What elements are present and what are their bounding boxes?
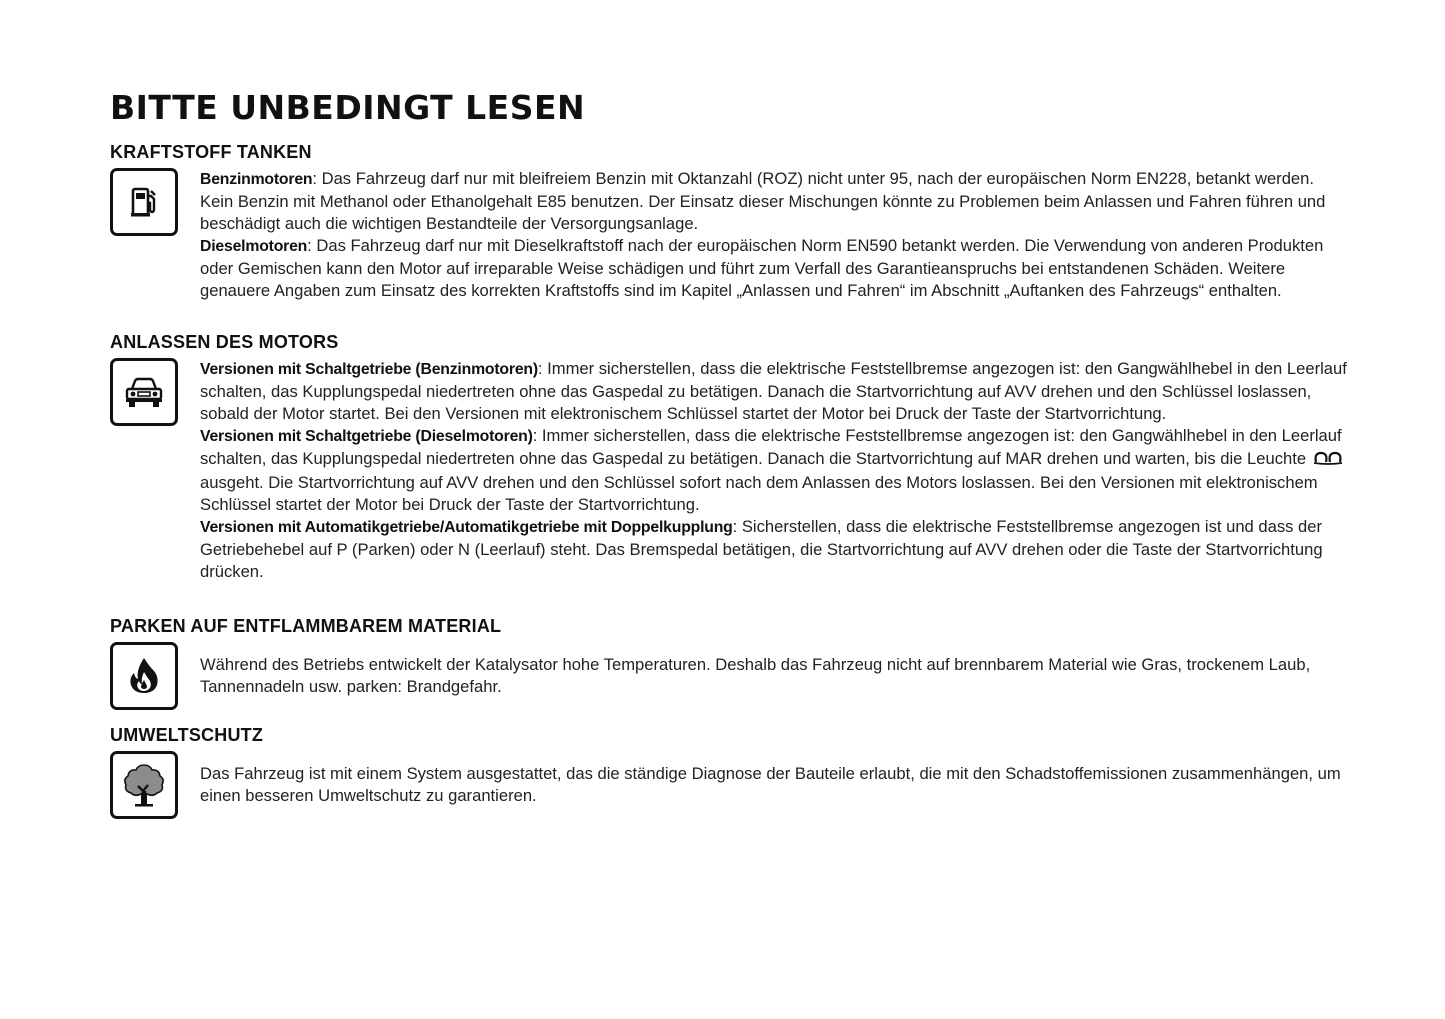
paragraph-manual-petrol <box>200 358 1350 425</box>
flame-icon <box>110 642 178 710</box>
text-diesel: : Das Fahrzeug darf nur mit Dieselkraftstoff nach der europäischen Norm EN590 betankt werden. Die Verwendung von anderen Produkten oder Gemischen kann den Motor auf irreparable Weise schädigen und führt zum Verfall des Garantieanspruchs bei entstandenen Schäden. Weitere genauere Angaben zum Einsatz des korrekten Kraftstoffs sind im Kapitel „Anlassen und Fahren“ im Abschnitt „Auftanken des Fahrzeugs“ enthalten. <box>200 236 1324 300</box>
section-heading-park: PARKEN AUF ENTFLAMMBAREM MATERIAL <box>110 616 502 636</box>
section-start <box>110 332 1350 583</box>
page-title: BITTE UNBEDINGT LESEN <box>110 88 586 127</box>
section-text-park: Während des Betriebs entwickelt der Katalysator hohe Temperaturen. Deshalb das Fahrzeug nicht auf brennbarem Material wie Gras, trockenem Laub, Tannennadeln usw. parken: Brandgefahr. <box>200 655 1311 696</box>
paragraph-automatic <box>200 516 1350 583</box>
lead-manual-petrol: Versionen mit Schaltgetriebe (Benzinmotoren) <box>200 361 538 378</box>
section-text-fuel <box>200 168 1350 302</box>
tree-icon <box>110 751 178 819</box>
section-heading-env: UMWELTSCHUTZ <box>110 725 264 745</box>
section-body-start <box>110 358 1350 583</box>
section-heading-start: ANLASSEN DES MOTORS <box>110 332 339 352</box>
lead-petrol: Benzinmotoren <box>200 171 313 188</box>
section-park <box>110 616 1350 698</box>
section-text-env: Das Fahrzeug ist mit einem System ausgestattet, das die ständige Diagnose der Bauteile erlaubt, die mit den Schadstoffemissionen zusammenhängen, um einen besseren Umweltschutz zu garantieren. <box>200 764 1341 805</box>
text-manual-diesel-before: : Immer sicherstellen, dass die elektrische Feststellbremse angezogen ist: den Gangwählhebel in den Leerlauf schalten, das Kupplungspedal niedertreten ohne das Gaspedal zu betätigen. Danach die Startvorrichtung auf MAR drehen und warten, bis die Leuchte <box>200 426 1342 468</box>
section-body-env <box>110 751 1350 807</box>
lead-automatic: Versionen mit Automatikgetriebe/Automatikgetriebe mit Doppelkupplung <box>200 519 733 536</box>
paragraph-petrol <box>200 168 1350 235</box>
glow-plug-icon <box>1313 450 1343 472</box>
car-front-icon <box>110 358 178 426</box>
lead-diesel: Dieselmotoren <box>200 238 308 255</box>
paragraph-diesel <box>200 235 1350 302</box>
text-manual-diesel-after: ausgeht. Die Startvorrichtung auf AVV drehen und den Schlüssel sofort nach dem Anlassen des Motors loslassen. Bei den Versionen mit elektronischem Schlüssel startet der Motor bei Druck der Taste der Startvorrichtung. <box>200 473 1318 514</box>
section-text-start <box>200 358 1350 583</box>
section-fuel <box>110 142 1350 302</box>
text-petrol: : Das Fahrzeug darf nur mit bleifreiem Benzin mit Oktanzahl (ROZ) nicht unter 95, nach der europäischen Norm EN228, betankt werden. Kein Benzin mit Methanol oder Ethanolgehalt E85 benutzen. Der Einsatz dieser Mischungen könnte zu Problemen beim Anlassen und Fahren führen und beschädigt auch die wichtigen Bestandteile der Versorgungsanlage. <box>200 169 1326 233</box>
fuel-pump-icon <box>110 168 178 236</box>
section-env <box>110 725 1350 807</box>
text-manual-petrol: : Immer sicherstellen, dass die elektrische Feststellbremse angezogen ist: den Gangwählhebel in den Leerlauf schalten, das Kupplungspedal niedertreten ohne das Gaspedal zu betätigen. Danach die Startvorrichtung auf AVV drehen und den Schlüssel loslassen, sobald der Motor startet. Bei den Versionen mit elektronischem Schlüssel startet der Motor bei Druck der Taste der Startvorrichtung. <box>200 359 1347 423</box>
section-heading-fuel: KRAFTSTOFF TANKEN <box>110 142 312 162</box>
paragraph-manual-diesel <box>200 425 1350 516</box>
lead-manual-diesel: Versionen mit Schaltgetriebe (Dieselmotoren) <box>200 428 533 445</box>
section-body-fuel <box>110 168 1350 302</box>
section-body-park <box>110 642 1350 698</box>
text-automatic: : Sicherstellen, dass die elektrische Feststellbremse angezogen ist und dass der Getriebehebel auf P (Parken) oder N (Leerlauf) steht. Das Bremspedal betätigen, die Startvorrichtung auf AVV drehen oder die Taste der Startvorrichtung drücken. <box>200 517 1323 581</box>
